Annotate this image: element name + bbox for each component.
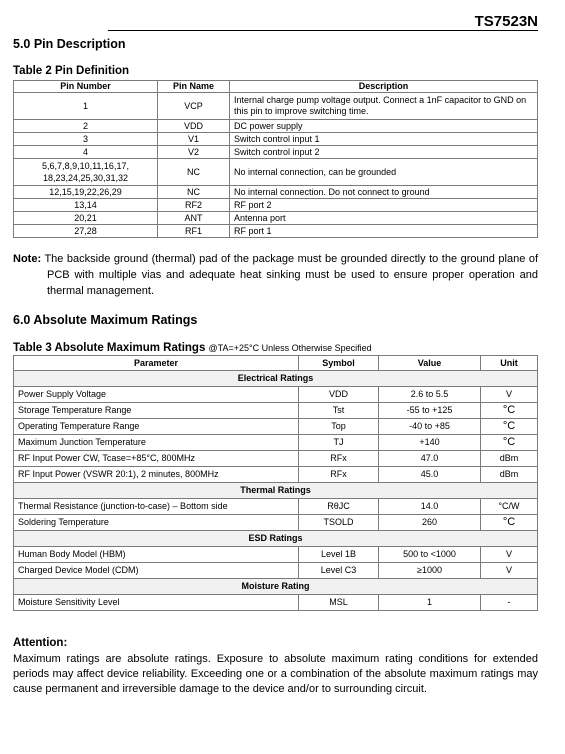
parameter-cell: RF Input Power CW, Tcase=+85°C, 800MHz	[14, 451, 299, 467]
pin-name-cell: NC	[158, 186, 230, 199]
table-row	[14, 120, 538, 133]
document-title: TS7523N	[474, 13, 538, 30]
value-cell: 1	[379, 595, 481, 611]
value-cell: 14.0	[379, 499, 481, 515]
unit-cell: °C	[481, 435, 538, 451]
pin-note	[13, 251, 538, 299]
group-header-moisture: Moisture Rating	[14, 579, 538, 595]
pin-description-cell: RF port 1	[230, 225, 538, 238]
table-row	[14, 435, 538, 451]
pin-name-cell: ANT	[158, 212, 230, 225]
table-row	[14, 499, 538, 515]
value-cell: 45.0	[379, 467, 481, 483]
group-header-thermal: Thermal Ratings	[14, 483, 538, 499]
symbol-cell: RFx	[299, 451, 379, 467]
table-row	[14, 159, 538, 186]
value-cell: 500 to <1000	[379, 547, 481, 563]
pin-description-cell: RF port 2	[230, 199, 538, 212]
pin-name-cell: RF2	[158, 199, 230, 212]
symbol-cell: Tst	[299, 403, 379, 419]
pin-name-cell: V1	[158, 133, 230, 146]
parameter-cell: Charged Device Model (CDM)	[14, 563, 299, 579]
table-header-row	[14, 356, 538, 371]
symbol-cell: VDD	[299, 387, 379, 403]
header-rule	[108, 30, 538, 31]
attention-text: Maximum ratings are absolute ratings. Exposure to absolute maximum rating conditions for extended periods may affect device reliability. Exceeding one or a combination of the absolute maximum ratings may cause permanent and irreversible damage to the device and/or to surrounding circuit.	[13, 653, 538, 695]
pin-name-cell: RF1	[158, 225, 230, 238]
group-header-electrical: Electrical Ratings	[14, 371, 538, 387]
parameter-cell: Operating Temperature Range	[14, 419, 299, 435]
column-header: Parameter	[14, 356, 299, 371]
unit-cell: °C/W	[481, 499, 538, 515]
parameter-cell: Storage Temperature Range	[14, 403, 299, 419]
symbol-cell: TJ	[299, 435, 379, 451]
table-row	[14, 595, 538, 611]
value-cell: 260	[379, 515, 481, 531]
parameter-cell: RF Input Power (VSWR 20:1), 2 minutes, 800MHz	[14, 467, 299, 483]
column-header: Pin Name	[158, 81, 230, 93]
pin-name-cell: VCP	[158, 93, 230, 120]
table-row	[14, 563, 538, 579]
unit-cell: dBm	[481, 451, 538, 467]
table-row	[14, 451, 538, 467]
column-header: Value	[379, 356, 481, 371]
parameter-cell: Moisture Sensitivity Level	[14, 595, 299, 611]
column-header: Pin Number	[14, 81, 158, 93]
unit-cell: V	[481, 387, 538, 403]
column-header: Symbol	[299, 356, 379, 371]
pin-description-cell: No internal connection, can be grounded	[230, 159, 538, 186]
symbol-cell: MSL	[299, 595, 379, 611]
table-row	[14, 146, 538, 159]
column-header: Unit	[481, 356, 538, 371]
pin-description-cell: No internal connection. Do not connect to ground	[230, 186, 538, 199]
parameter-cell: Soldering Temperature	[14, 515, 299, 531]
pin-number-cell: 5,6,7,8,9,10,11,16,17, 18,23,24,25,30,31,32	[14, 159, 158, 186]
table-2-caption: Table 2 Pin Definition	[13, 65, 130, 77]
parameter-cell: Thermal Resistance (junction-to-case) – Bottom side	[14, 499, 299, 515]
unit-cell: V	[481, 563, 538, 579]
symbol-cell: Top	[299, 419, 379, 435]
value-cell: 2.6 to 5.5	[379, 387, 481, 403]
group-header-esd: ESD Ratings	[14, 531, 538, 547]
pin-number-cell: 12,15,19,22,26,29	[14, 186, 158, 199]
value-cell: +140	[379, 435, 481, 451]
group-row	[14, 483, 538, 499]
symbol-cell: RFx	[299, 467, 379, 483]
unit-cell: °C	[481, 419, 538, 435]
note-label: Note:	[13, 253, 42, 265]
pin-number-cell: 2	[14, 120, 158, 133]
value-cell: ≥1000	[379, 563, 481, 579]
pin-number-cell: 1	[14, 93, 158, 120]
table-3-condition: @TA=+25°C Unless Otherwise Specified	[208, 343, 372, 353]
note-text: The backside ground (thermal) pad of the package must be grounded directly to the ground plane of PCB with multiple vias and adequate heat sinking must be used to ensure proper operation and thermal management.	[44, 253, 539, 297]
section-5-heading: 5.0 Pin Description	[13, 37, 126, 51]
parameter-cell: Maximum Junction Temperature	[14, 435, 299, 451]
pin-number-cell: 20,21	[14, 212, 158, 225]
table-row	[14, 387, 538, 403]
symbol-cell: RθJC	[299, 499, 379, 515]
table-3-title: Table 3 Absolute Maximum Ratings	[13, 342, 206, 354]
pin-number-cell: 4	[14, 146, 158, 159]
pin-name-cell: V2	[158, 146, 230, 159]
table-row	[14, 212, 538, 225]
pin-number-cell: 3	[14, 133, 158, 146]
unit-cell: °C	[481, 515, 538, 531]
table-row	[14, 467, 538, 483]
pin-description-cell: Internal charge pump voltage output. Connect a 1nF capacitor to GND on this pin to improve switching time.	[230, 93, 538, 120]
unit-cell: °C	[481, 403, 538, 419]
pin-definition-table	[13, 80, 538, 238]
table-row	[14, 419, 538, 435]
pin-description-cell: Switch control input 2	[230, 146, 538, 159]
pin-number-cell: 13,14	[14, 199, 158, 212]
group-row	[14, 579, 538, 595]
value-cell: -55 to +125	[379, 403, 481, 419]
table-row	[14, 93, 538, 120]
parameter-cell: Human Body Model (HBM)	[14, 547, 299, 563]
pin-description-cell: Antenna port	[230, 212, 538, 225]
table-row	[14, 199, 538, 212]
pin-description-cell: DC power supply	[230, 120, 538, 133]
attention-heading: Attention:	[13, 637, 68, 649]
table-3-caption	[13, 342, 372, 355]
table-row	[14, 133, 538, 146]
unit-cell: dBm	[481, 467, 538, 483]
value-cell: 47.0	[379, 451, 481, 467]
pin-name-cell: NC	[158, 159, 230, 186]
column-header: Description	[230, 81, 538, 93]
group-row	[14, 371, 538, 387]
table-row	[14, 515, 538, 531]
section-6-heading: 6.0 Absolute Maximum Ratings	[13, 313, 198, 327]
pin-name-cell: VDD	[158, 120, 230, 133]
parameter-cell: Power Supply Voltage	[14, 387, 299, 403]
table-header-row	[14, 81, 538, 93]
pin-number-cell: 27,28	[14, 225, 158, 238]
symbol-cell: Level 1B	[299, 547, 379, 563]
pin-description-cell: Switch control input 1	[230, 133, 538, 146]
value-cell: -40 to +85	[379, 419, 481, 435]
symbol-cell: Level C3	[299, 563, 379, 579]
table-row	[14, 403, 538, 419]
group-row	[14, 531, 538, 547]
unit-cell: -	[481, 595, 538, 611]
symbol-cell: TSOLD	[299, 515, 379, 531]
table-row	[14, 225, 538, 238]
table-row	[14, 186, 538, 199]
table-row	[14, 547, 538, 563]
absolute-maximum-ratings-table	[13, 355, 538, 611]
unit-cell: V	[481, 547, 538, 563]
